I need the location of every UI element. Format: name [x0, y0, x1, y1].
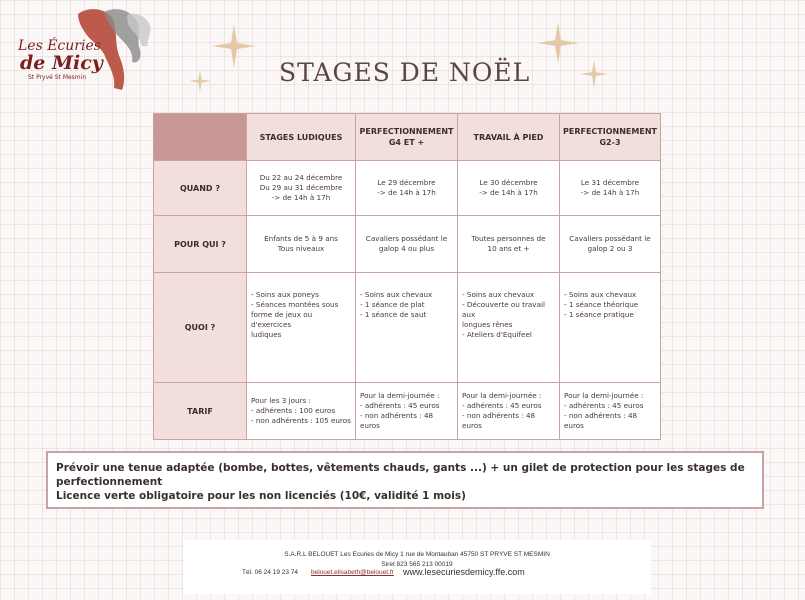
column-header: STAGES LUDIQUES: [247, 114, 356, 161]
table-cell: Le 29 décembre -> de 14h à 17h: [356, 161, 458, 216]
table-header-row: [154, 114, 661, 161]
footer-address: S.A.R.L BELOUET Les Ecuries de Micy 1 rue de Montauban 45750 ST PRYVE ST MESMIN: [284, 551, 550, 558]
column-header: TRAVAIL À PIED: [458, 114, 560, 161]
row-header: TARIF: [154, 383, 247, 440]
table-cell: - Soins aux chevaux - Découverte ou travail aux longues rênes - Ateliers d'Equifeel: [458, 273, 560, 383]
row-header: QUAND ?: [154, 161, 247, 216]
logo-line3: St Pryvé St Mesmin: [28, 74, 87, 81]
stages-table: [153, 113, 661, 440]
table-cell: - Soins aux poneys - Séances montées sous forme de jeux ou d'exercices ludiques: [247, 273, 356, 383]
sparkle-icon: [580, 60, 608, 88]
table-cell: - Soins aux chevaux - 1 séance de plat - 1 séance de saut: [356, 273, 458, 383]
row-header: POUR QUI ?: [154, 216, 247, 273]
footer-email-link[interactable]: belouet.elisabeth@belouet.fr: [311, 569, 394, 576]
table-cell: Cavaliers possédant le galop 4 ou plus: [356, 216, 458, 273]
table-cell: Pour la demi-journée : - adhérents : 45 euros - non adhérents : 48 euros: [356, 383, 458, 440]
table-cell: Du 22 au 24 décembre Du 29 au 31 décembre -> de 14h à 17h: [247, 161, 356, 216]
table-cell: Enfants de 5 à 9 ans Tous niveaux: [247, 216, 356, 273]
table-cell: Pour la demi-journée : - adhérents : 45 euros - non adhérents : 48 euros: [560, 383, 661, 440]
row-header: QUOI ?: [154, 273, 247, 383]
logo-line1: Les Écuries: [18, 38, 101, 54]
table-cell: Cavaliers possédant le galop 2 ou 3: [560, 216, 661, 273]
table-cell: Pour les 3 jours : - adhérents : 100 euros - non adhérents : 105 euros: [247, 383, 356, 440]
sparkle-icon: [212, 24, 256, 68]
notice-line: Prévoir une tenue adaptée (bombe, bottes, vêtements chauds, gants ...) + un gilet de protection pour les stages de perfectionnement: [56, 462, 745, 488]
table-cell: Le 31 décembre -> de 14h à 17h: [560, 161, 661, 216]
sparkle-icon: [189, 70, 211, 92]
logo: [8, 4, 164, 94]
sparkle-icon: [537, 22, 579, 64]
notice-line: Licence verte obligatoire pour les non licenciés (10€, validité 1 mois): [56, 490, 466, 502]
notice-box: [46, 451, 764, 509]
table-row: [154, 161, 661, 216]
column-header: PERFECTIONNEMENT G2-3: [560, 114, 661, 161]
table-row: [154, 383, 661, 440]
column-header: PERFECTIONNEMENT G4 ET +: [356, 114, 458, 161]
footer: [183, 540, 651, 594]
table-cell: - Soins aux chevaux - 1 séance théorique - 1 séance pratique: [560, 273, 661, 383]
table-row: [154, 216, 661, 273]
table-cell: Pour la demi-journée : - adhérents : 45 euros - non adhérents : 48 euros: [458, 383, 560, 440]
table-cell: Le 30 décembre -> de 14h à 17h: [458, 161, 560, 216]
table-cell: Toutes personnes de 10 ans et +: [458, 216, 560, 273]
table-row: [154, 273, 661, 383]
corner-cell: [154, 114, 247, 161]
page-title: STAGES DE NOËL: [279, 58, 531, 87]
footer-phone: Tél. 06 24 19 23 74: [242, 569, 299, 576]
footer-siret: Siret 823 565 213 00019: [381, 561, 453, 568]
footer-website-link[interactable]: www.lesecuriesdemicy.ffe.com: [403, 567, 525, 577]
logo-line2: de Micy: [20, 52, 103, 74]
